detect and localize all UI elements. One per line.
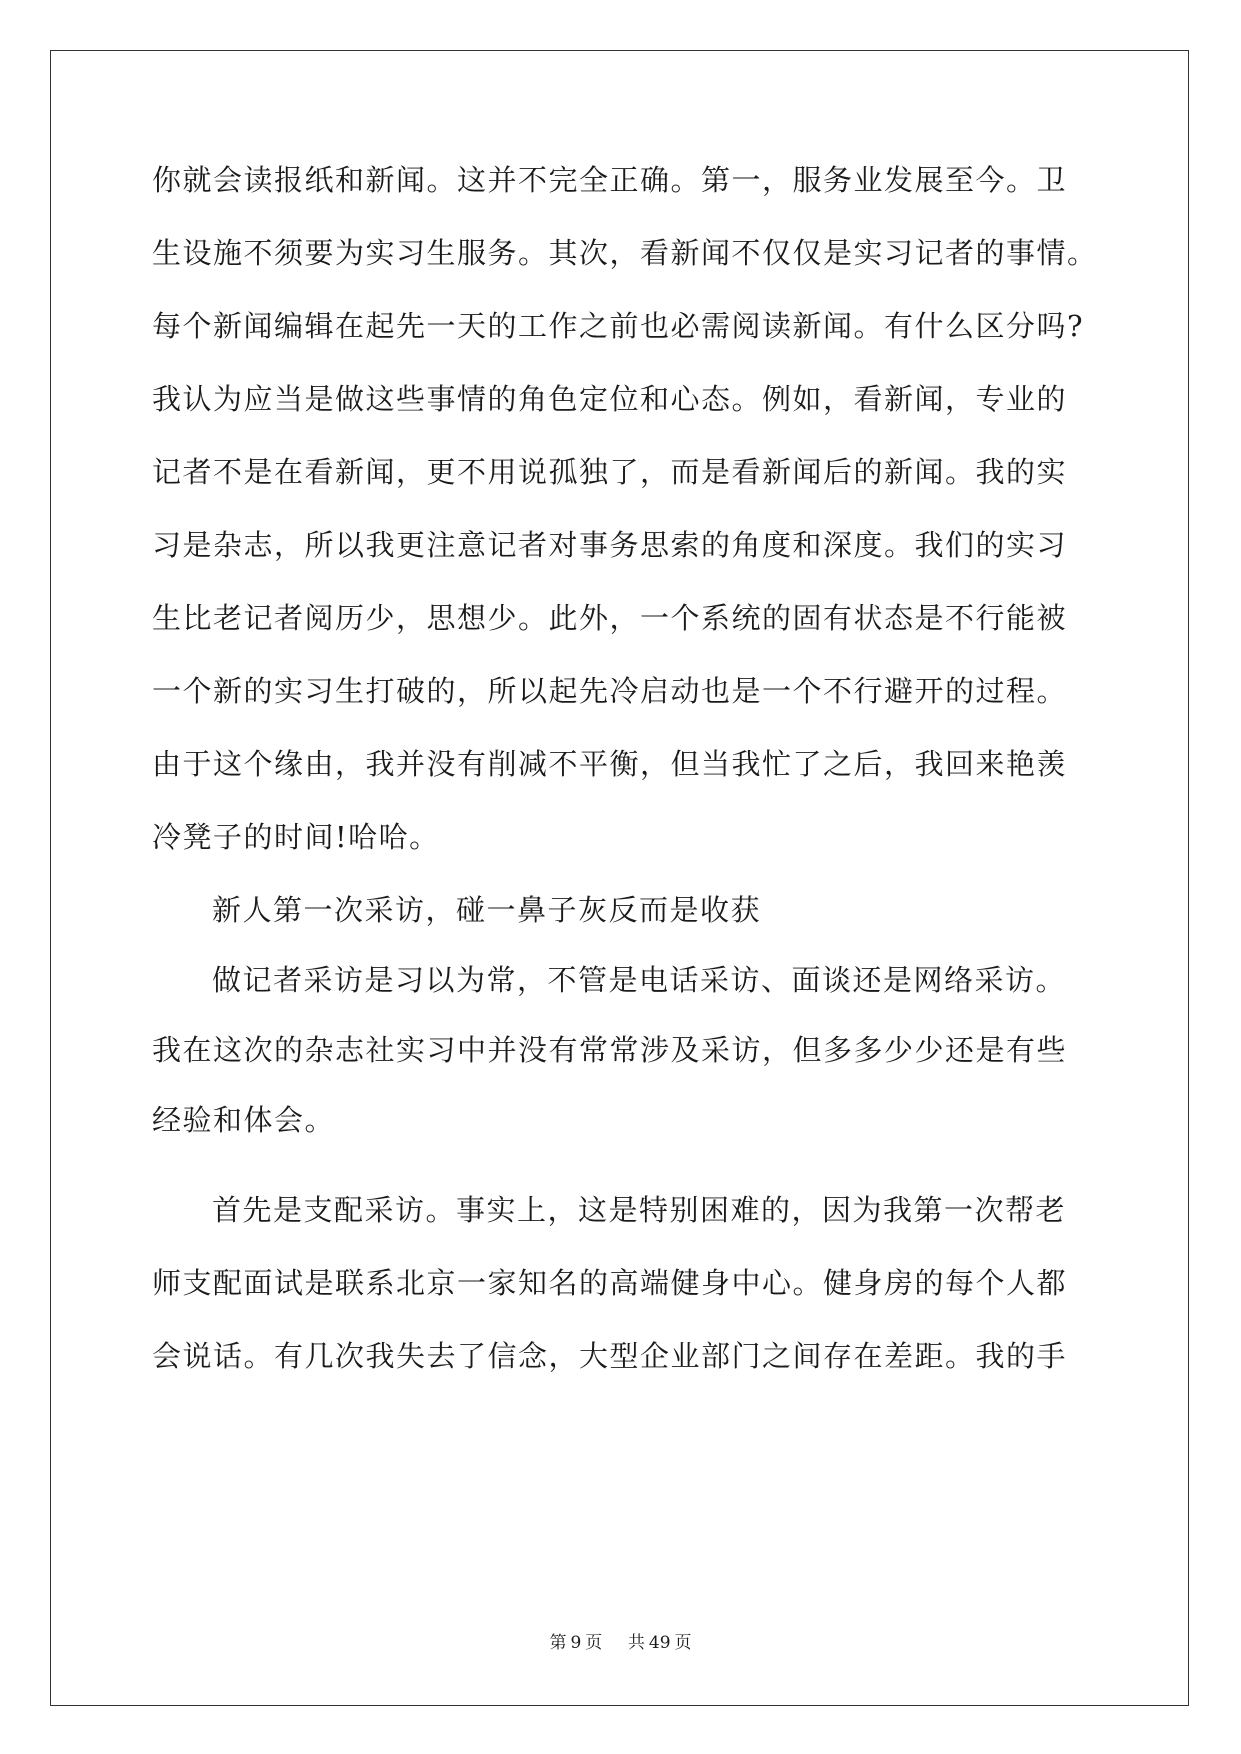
section-heading: 新人第一次采访，碰一鼻子灰反而是收获 xyxy=(212,893,762,927)
page-footer xyxy=(0,1632,1241,1654)
page-number: 9 xyxy=(570,1633,582,1653)
total-label: 共 xyxy=(627,1633,645,1653)
text-line: 我认为应当是做这些事情的角色定位和心态。例如，看新闻，专业的 xyxy=(152,382,1068,416)
total-pages: 49 xyxy=(648,1633,671,1653)
text-line: 记者不是在看新闻，更不用说孤独了，而是看新闻后的新闻。我的实 xyxy=(152,455,1068,489)
page-border xyxy=(50,50,1189,1706)
text-line: 生比老记者阅历少，思想少。此外，一个系统的固有状态是不行能被 xyxy=(152,601,1068,635)
text-line: 每个新闻编辑在起先一天的工作之前也必需阅读新闻。有什么区分吗? xyxy=(152,309,1085,343)
text-line: 你就会读报纸和新闻。这并不完全正确。第一，服务业发展至今。卫 xyxy=(152,163,1068,197)
text-line: 一个新的实习生打破的，所以起先冷启动也是一个不行避开的过程。 xyxy=(152,674,1068,708)
text-line: 我在这次的杂志社实习中并没有常常涉及采访，但多多少少还是有些 xyxy=(152,1033,1068,1067)
text-line: 生设施不须要为实习生服务。其次，看新闻不仅仅是实习记者的事情。 xyxy=(152,236,1098,270)
page-label: 第 xyxy=(549,1633,567,1653)
text-line: 冷凳子的时间!哈哈。 xyxy=(152,820,440,854)
text-line: 由于这个缘由，我并没有削减不平衡，但当我忙了之后，我回来艳羡 xyxy=(152,747,1068,781)
page-suffix: 页 xyxy=(585,1633,603,1653)
text-line: 做记者采访是习以为常，不管是电话采访、面谈还是网络采访。 xyxy=(212,963,1067,997)
text-line: 经验和体会。 xyxy=(152,1103,336,1137)
text-line: 习是杂志，所以我更注意记者对事务思索的角度和深度。我们的实习 xyxy=(152,528,1068,562)
text-line: 会说话。有几次我失去了信念，大型企业部门之间存在差距。我的手 xyxy=(152,1339,1068,1373)
text-line: 首先是支配采访。事实上，这是特别困难的，因为我第一次帮老 xyxy=(212,1193,1067,1227)
total-suffix: 页 xyxy=(674,1633,692,1653)
text-line: 师支配面试是联系北京一家知名的高端健身中心。健身房的每个人都 xyxy=(152,1266,1068,1300)
